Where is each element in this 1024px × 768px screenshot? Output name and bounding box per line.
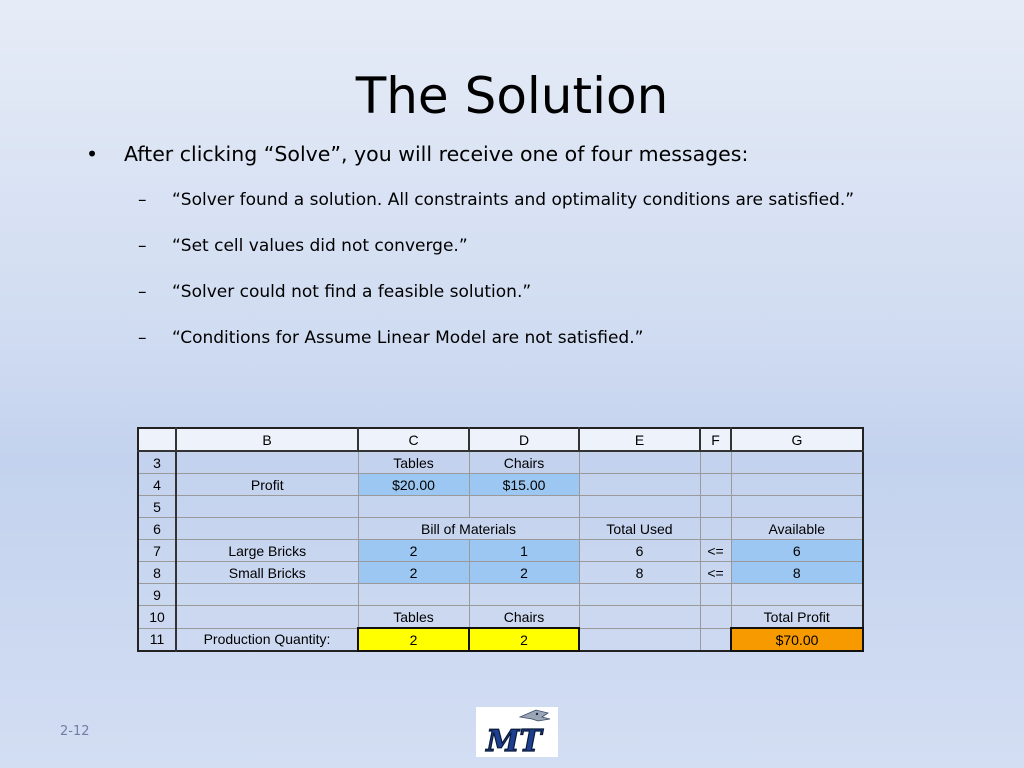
cell-f6 [700, 518, 731, 540]
cell-e10 [579, 606, 700, 629]
cell-c8: 2 [358, 562, 469, 584]
table-row [138, 451, 863, 474]
cell-g8: 8 [731, 562, 863, 584]
dash-icon: – [138, 236, 147, 256]
row-number: 11 [138, 628, 176, 651]
table-row [138, 584, 863, 606]
cell-e5 [579, 496, 700, 518]
corner-cell [138, 428, 176, 451]
cell-f8: <= [700, 562, 731, 584]
mt-raiders-logo-icon [476, 707, 558, 757]
cell-g7: 6 [731, 540, 863, 562]
table-row [138, 562, 863, 584]
row-number: 7 [138, 540, 176, 562]
cell-f9 [700, 584, 731, 606]
cell-e7: 6 [579, 540, 700, 562]
cell-d10: Chairs [469, 606, 579, 629]
dash-icon: – [138, 328, 147, 348]
cell-d8: 2 [469, 562, 579, 584]
cell-d9 [469, 584, 579, 606]
row-number: 6 [138, 518, 176, 540]
cell-c6-merged: Bill of Materials [358, 518, 579, 540]
cell-b10 [176, 606, 358, 629]
cell-e8: 8 [579, 562, 700, 584]
cell-c5 [358, 496, 469, 518]
row-number: 5 [138, 496, 176, 518]
spreadsheet-table [137, 427, 864, 652]
table-row [138, 518, 863, 540]
cell-f4 [700, 474, 731, 496]
table-row [138, 540, 863, 562]
cell-g6: Available [731, 518, 863, 540]
column-header-b: B [176, 428, 358, 451]
table-row [138, 628, 863, 651]
sub-item [138, 188, 854, 212]
column-header-d: D [469, 428, 579, 451]
row-number: 4 [138, 474, 176, 496]
column-header-e: E [579, 428, 700, 451]
cell-e11 [579, 628, 700, 651]
column-header-g: G [731, 428, 863, 451]
cell-c3: Tables [358, 451, 469, 474]
cell-d4: $15.00 [469, 474, 579, 496]
cell-e6: Total Used [579, 518, 700, 540]
sub-item-text: “Solver could not find a feasible solution.” [172, 282, 532, 302]
cell-c4: $20.00 [358, 474, 469, 496]
cell-f7: <= [700, 540, 731, 562]
cell-c10: Tables [358, 606, 469, 629]
cell-b3 [176, 451, 358, 474]
cell-d5 [469, 496, 579, 518]
cell-b8: Small Bricks [176, 562, 358, 584]
cell-d11: 2 [469, 628, 579, 651]
main-bullet-text: After clicking “Solve”, you will receive one of four messages: [124, 142, 749, 166]
cell-g4 [731, 474, 863, 496]
row-number: 9 [138, 584, 176, 606]
sub-item [138, 326, 643, 350]
cell-c9 [358, 584, 469, 606]
row-number: 3 [138, 451, 176, 474]
cell-b11: Production Quantity: [176, 628, 358, 651]
cell-b9 [176, 584, 358, 606]
column-header-row [138, 428, 863, 451]
sub-item-text: “Set cell values did not converge.” [172, 236, 468, 256]
logo-text: MT [486, 724, 542, 757]
cell-g5 [731, 496, 863, 518]
cell-g3 [731, 451, 863, 474]
sub-item-text: “Conditions for Assume Linear Model are not satisfied.” [172, 328, 644, 348]
cell-g11: $70.00 [731, 628, 863, 651]
cell-c7: 2 [358, 540, 469, 562]
column-header-f: F [700, 428, 731, 451]
cell-e3 [579, 451, 700, 474]
cell-b4: Profit [176, 474, 358, 496]
table-row [138, 496, 863, 518]
table-row [138, 474, 863, 496]
sub-item [138, 280, 531, 304]
bullet-dot-icon: • [86, 142, 99, 166]
slide-title: The Solution [355, 67, 669, 125]
sub-item-text: “Solver found a solution. All constraints and optimality conditions are satisfied.” [172, 190, 855, 210]
cell-g10: Total Profit [731, 606, 863, 629]
dash-icon: – [138, 190, 147, 210]
cell-g9 [731, 584, 863, 606]
dash-icon: – [138, 282, 147, 302]
cell-b7: Large Bricks [176, 540, 358, 562]
table-row [138, 606, 863, 629]
column-header-c: C [358, 428, 469, 451]
cell-f5 [700, 496, 731, 518]
cell-e9 [579, 584, 700, 606]
cell-d7: 1 [469, 540, 579, 562]
row-number: 8 [138, 562, 176, 584]
cell-b6 [176, 518, 358, 540]
cell-e4 [579, 474, 700, 496]
cell-f10 [700, 606, 731, 629]
cell-c11: 2 [358, 628, 469, 651]
cell-d3: Chairs [469, 451, 579, 474]
sub-item [138, 234, 468, 258]
row-number: 10 [138, 606, 176, 629]
cell-f3 [700, 451, 731, 474]
main-bullet [86, 140, 748, 168]
cell-f11 [700, 628, 731, 651]
cell-b5 [176, 496, 358, 518]
slide-number: 2-12 [60, 724, 90, 739]
